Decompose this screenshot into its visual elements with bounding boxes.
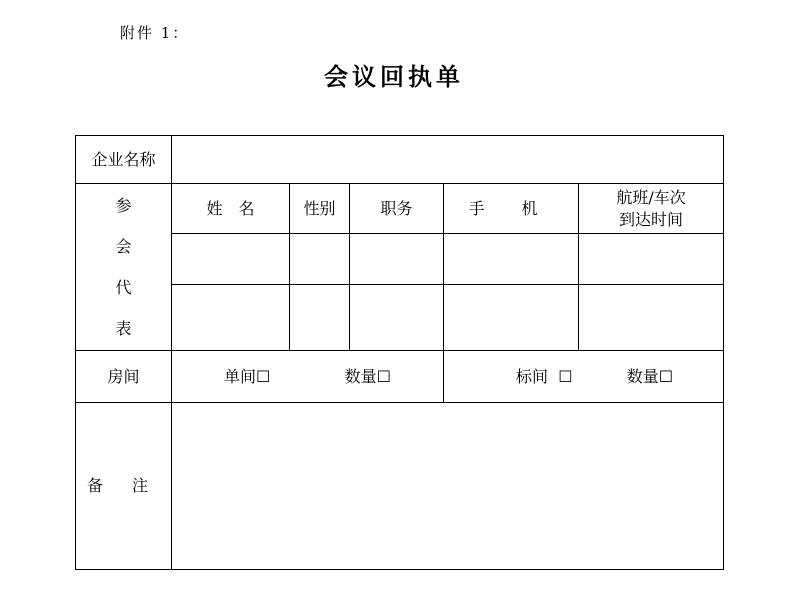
delegate-name-field[interactable] — [172, 234, 290, 285]
checkbox-icon[interactable]: ☐ — [558, 366, 573, 386]
room-label: 房间 — [76, 351, 172, 403]
column-header-phone: 手 机 — [444, 184, 579, 234]
checkbox-icon[interactable]: ☐ — [376, 366, 391, 386]
standard-room-label: 标间 — [516, 366, 549, 386]
delegate-gender-field[interactable] — [290, 285, 350, 351]
delegates-label — [76, 184, 172, 351]
single-room-label: 单间 — [224, 366, 257, 386]
delegate-phone-field[interactable] — [444, 234, 579, 285]
delegates-header-row — [76, 184, 724, 234]
column-header-position: 职务 — [350, 184, 444, 234]
delegate-name-field[interactable] — [172, 285, 290, 351]
standard-room-option[interactable] — [516, 366, 573, 388]
delegate-arrival-field[interactable] — [579, 285, 724, 351]
column-header-gender: 性别 — [290, 184, 350, 234]
column-header-name: 姓 名 — [172, 184, 290, 234]
delegate-row — [76, 285, 724, 351]
remarks-field[interactable] — [172, 403, 724, 570]
delegate-phone-field[interactable] — [444, 285, 579, 351]
delegates-label-char: 参 — [115, 196, 132, 215]
column-header-arrival-line1: 航班/车次 — [616, 187, 686, 207]
standard-room-cell — [444, 351, 724, 403]
remarks-row — [76, 403, 724, 570]
delegate-position-field[interactable] — [350, 234, 444, 285]
page-title: 会议回执单 — [324, 62, 464, 91]
checkbox-icon[interactable]: ☐ — [658, 366, 674, 386]
delegate-row — [76, 234, 724, 285]
standard-room-quantity[interactable] — [627, 366, 673, 388]
delegate-gender-field[interactable] — [290, 234, 350, 285]
delegate-position-field[interactable] — [350, 285, 444, 351]
delegates-label-char: 代 — [115, 278, 132, 297]
company-label: 企业名称 — [76, 136, 172, 184]
quantity-label: 数量 — [344, 366, 377, 386]
receipt-form-table — [75, 135, 724, 570]
company-row — [76, 136, 724, 184]
column-header-arrival — [579, 184, 724, 234]
single-room-option[interactable] — [224, 366, 270, 388]
delegates-label-char: 表 — [115, 319, 132, 338]
quantity-label: 数量 — [626, 366, 659, 386]
single-room-quantity[interactable] — [345, 366, 391, 388]
delegates-label-char: 会 — [115, 237, 132, 256]
remarks-label: 备 注 — [76, 403, 172, 570]
column-header-arrival-line2: 到达时间 — [619, 209, 684, 229]
checkbox-icon[interactable]: ☐ — [256, 366, 271, 386]
company-value-field[interactable] — [172, 136, 724, 184]
attachment-label: 附件 1： — [120, 24, 190, 42]
single-room-cell — [172, 351, 444, 403]
delegate-arrival-field[interactable] — [579, 234, 724, 285]
room-row — [76, 351, 724, 403]
